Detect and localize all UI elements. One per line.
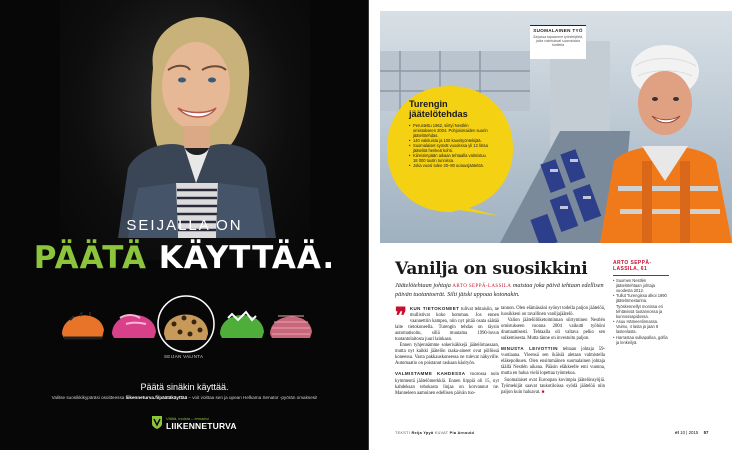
article-credits: [395, 431, 474, 435]
subheading: MINUSTA LEIVOTTIIN: [501, 346, 558, 352]
leopard-helmet-icon: [158, 296, 214, 352]
ad-headline: [0, 240, 369, 276]
fact-item: • Joka vuosi tulee 20–80 uutuusjäätelöä.: [409, 163, 491, 168]
sidebar-item: • Tullut Turengissa alkoi 1990 jäätelömestarina. Työskennellyt monissa eri tehtävissä tuotannossa ja kunnossapidossa.: [613, 293, 669, 319]
helmet-caption: SEIJAN VALINTA: [164, 354, 204, 359]
sidebar-item: • Asuu Hämeenlinnassa. Vaimo, 4 lasta ja jaan 8 lastenlasta.: [613, 319, 669, 334]
fact-item: • Perustettu 1962, siirtyi Nestlén omistukseen 2004. Pohjoismaiden suurin jäätelötehdas.: [409, 123, 491, 138]
liikenneturva-logo-icon: [151, 415, 163, 430]
lede-pre: Jäätelötehtaan johtaja: [395, 282, 451, 289]
ad-tagline: SEIJALLA ON: [126, 217, 243, 234]
paragraph: [501, 318, 605, 342]
lede-person-name: ARTO SEPPÄ-LASSILA: [452, 284, 512, 289]
pink-helmet-icon: [112, 315, 156, 338]
paragraph-lead: KUN TIETOKONEET: [409, 306, 460, 311]
magazine-article-page: [369, 0, 738, 450]
credits-photo-name: Pia Arnould: [449, 431, 475, 435]
paragraph: [395, 343, 499, 367]
paragraph: [395, 303, 500, 343]
credits-text-label: TEKSTI: [395, 431, 411, 435]
logo-slogan: Välitä, muista – ennakoi.: [166, 416, 210, 421]
subheading: VALMISTAMME KAHDESSA: [395, 371, 466, 377]
article-column-1: [395, 303, 500, 397]
paragraph: [501, 346, 605, 377]
paragraph-text: tannon. Olen elämässäni syönyt todella paljon jäätelöä, luosikkeni on tavallinen vaniljajäätelö.: [501, 306, 605, 318]
article-column-2: [501, 306, 605, 396]
orange-helmet-icon: [62, 312, 104, 338]
liikenneturva-logo: [151, 415, 237, 435]
paragraph: [395, 371, 499, 396]
pink-knit-helmet-icon: [270, 316, 312, 338]
fact-box-title: Turengin jäätelötehdas: [409, 99, 468, 119]
green-helmet-icon: [220, 312, 264, 338]
series-label: SUOMALAINEN TYÖ: [533, 28, 583, 33]
paragraph-text: vuorossa noin kymmentä jäätelömerkkiä. Ennen lirppiä oli 15, nyt kahdeksan tehokasta linjaa on korvannut ne. Manneleen aamuinen edellisen päivän tuo-: [395, 372, 499, 396]
sidebar-item: • Suomen Nestlén jäätelötehtaan johtaja vuodesta 2012.: [613, 278, 669, 293]
helmet-row: [56, 294, 316, 354]
ad-body-post: – voit voittaa sen ja upean Helkama Senator -pyörän omaksesi!: [188, 395, 318, 400]
folio-magazine: et: [675, 430, 679, 435]
paragraph-text: Suomalaiset ovat Euroopan kovimpia jäätelönsyöjiä. Työmekijät saavat taukotiloissa syödä jäätelöä niin paljon kuin haluavat.: [501, 377, 605, 395]
paragraph-text: tulivat tehtaisiin, ne mullistivat koko homman. Jos ennen vaannettiin kampea, niin nyt pitää osata säätää laite tietokoneella. Turengin tehdas on täysin automatisoitu, sillä muutama 1990-luvun tuotantolaitosta juuri lainkaan.: [395, 307, 500, 343]
end-mark-icon: ■: [541, 389, 545, 395]
paragraph-text: tehtaan johtaja 59-vuotiaana. Yleensä sen ikäisiä aletaan valmistella eläkepolkuen. Olen ensimmäinen suomalainen johtaja täällä Nestlén aikana. Pääsin eläkkeelle emi vuonna, mutta en halua vielä lopettaa työntekoa.: [501, 347, 605, 377]
series-description: Sarjassa tapaamme työntekijöitä, jotka valmistavat suomalaisia tuotteita: [533, 35, 583, 48]
sidebar-list: [613, 278, 669, 345]
paragraph: [501, 378, 605, 396]
fact-box-list: [409, 123, 491, 168]
page-number: 57: [703, 430, 709, 435]
ad-body-text: [12, 395, 357, 400]
paragraph-text: Ennen tyhjennämme sokerisäkkejä jäätelömassaan, mutta nyt kaikki jäätelön raaka-aineet ovat pöllössä koneessa. Vasta pakkauskoneessa ne tulevat näkyville. Automaatio on poistanut raskaan käsityön.: [395, 343, 500, 367]
paragraph-text: Valion jäätelöliiketoiminnan siirtyminen Nestlén omistukseen vuonna 2004 vaikutti työhöni dramaattisesti. Tehtaalla oli valtava pelko sen sulkemisesta. Mutta tänne on investoitu paljon.: [501, 318, 605, 342]
fact-item: • Suomalaiset syövät vuodessa yli 12 litraa jäätelöä henkeä kohti.: [409, 143, 491, 153]
woman-portrait-image: [98, 8, 288, 238]
sidebar-title: ARTO SEPPÄ-LASSILA, 61: [613, 260, 669, 276]
article-headline: Vanilja on suosikkini: [395, 259, 588, 279]
headline-white-word: KÄYTTÄÄ.: [158, 240, 336, 276]
ad-body-pre: Valitse suosikkikypäräsi osoitteessa: [51, 395, 125, 400]
paragraph: [501, 306, 605, 318]
fact-item: • Kiireisimpään aikaan tehtaalla valmistuu 18 000 tuutin tunnissa.: [409, 153, 491, 163]
folio-issue: 10 | 2015: [680, 430, 699, 435]
person-sidebar: [613, 260, 669, 345]
series-label-box: [530, 25, 586, 59]
article-lede: [395, 282, 619, 299]
ad-body-link[interactable]: liikenneturva.fi/päätäkäyttää: [125, 395, 188, 400]
lede-post: maistaa joka päivä tehtaan edellisen päivän tuotantoerät. Silti jätski uppoaa kotonakin.: [395, 282, 604, 298]
credits-text-name: Reija Ypyä: [411, 431, 434, 435]
page-folio: [675, 430, 709, 435]
quote-mark-icon: ❞: [395, 303, 407, 329]
logo-name: LIIKENNETURVA: [166, 421, 237, 431]
ad-call-to-action: Päätä sinäkin käyttää.: [140, 382, 229, 392]
credits-photo-label: KUVAT: [434, 431, 449, 435]
headline-green-word: PÄÄTÄ: [33, 240, 147, 276]
fact-item: • 140 vakituista ja 100 kausityöntekijää.: [409, 138, 491, 143]
sidebar-item: • Harrastaa sulkapalloa, golfia ja lenkeilyä.: [613, 335, 669, 345]
